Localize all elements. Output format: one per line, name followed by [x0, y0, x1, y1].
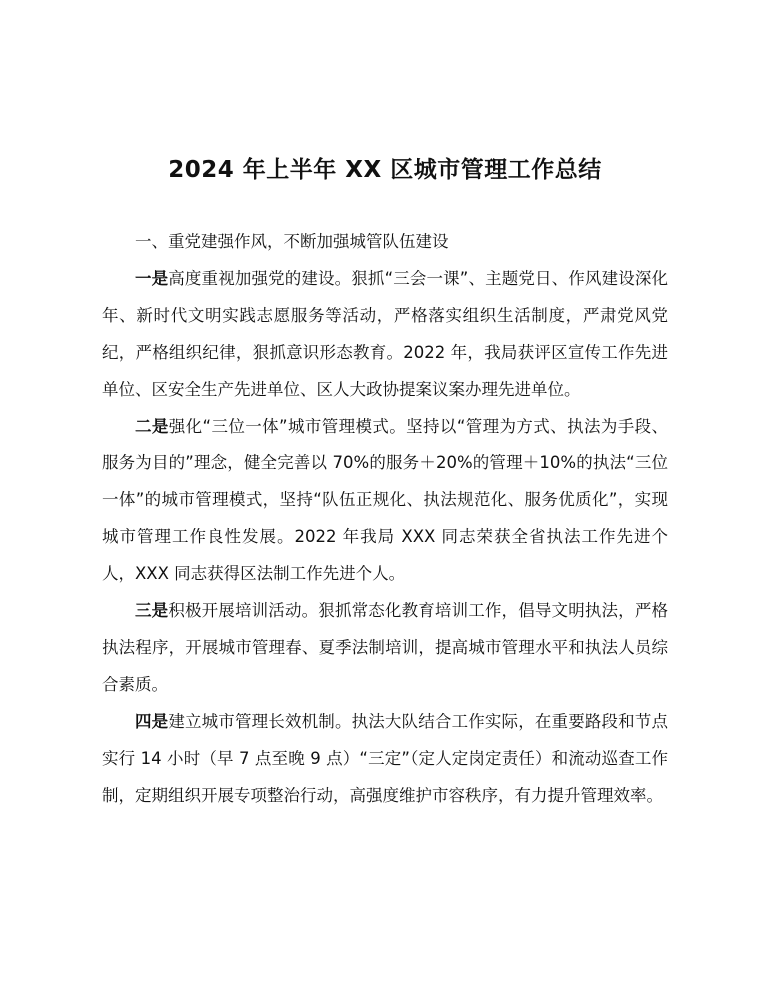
document-title: 2024 年上半年 XX 区城市管理工作总结: [168, 157, 602, 183]
paragraph-4: [102, 704, 668, 815]
paragraph-3: [102, 593, 668, 704]
paragraph-2-text: 强化“三位一体”城市管理模式。坚持以“管理为方式、执法为手段、服务为目的”理念，健全完善以 70%的服务＋20%的管理＋10%的执法“三位一体”的城市管理模式，坚持“队伍正规化、执法规范化、服务优质化”，实现城市管理工作良性发展。2022 年我局 XXX 同志荣获全省执法工作先进个人，XXX 同志获得区法制工作先进个人。: [102, 416, 668, 584]
paragraph-3-lead: 三是: [135, 601, 169, 621]
paragraph-4-text: 建立城市管理长效机制。执法大队结合工作实际，在重要路段和节点实行 14 小时（早 7 点至晚 9 点）“三定”（定人定岗定责任）和流动巡查工作制，定期组织开展专项整治行动，高强度维护市容秩序，有力提升管理效率。: [102, 711, 669, 805]
paragraph-1-lead: 一是: [135, 268, 169, 288]
paragraph-1-text: 高度重视加强党的建设。狠抓“三会一课”、主题党日、作风建设深化年、新时代文明实践志愿服务等活动，严格落实组织生活制度，严肃党风党纪，严格组织纪律，狠抓意识形态教育。2022 年，我局获评区宣传工作先进单位、区安全生产先进单位、区人大政协提案议案办理先进单位。: [102, 268, 668, 399]
paragraph-2: [102, 409, 668, 594]
paragraph-4-lead: 四是: [135, 711, 169, 731]
section-heading: 一、重党建强作风，不断加强城管队伍建设: [135, 232, 449, 251]
paragraph-1: [102, 261, 668, 409]
paragraph-3-text: 积极开展培训活动。狠抓常态化教育培训工作，倡导文明执法，严格执法程序，开展城市管理春、夏季法制培训，提高城市管理水平和执法人员综合素质。: [102, 601, 669, 694]
document-body: [102, 224, 668, 815]
paragraph-2-lead: 二是: [135, 416, 169, 436]
